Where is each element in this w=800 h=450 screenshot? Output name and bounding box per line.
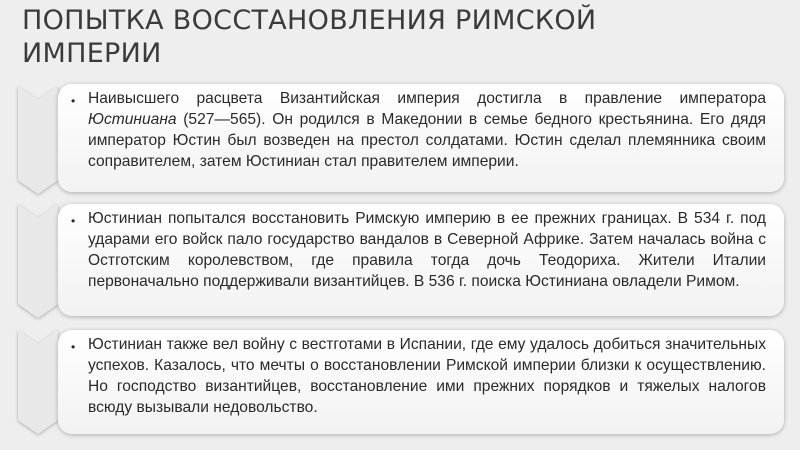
chevron-step-1 [18, 86, 58, 194]
bullet-marker: • [71, 94, 76, 108]
card-2-text: Юстиниан попытался восстановить Римскую империю в ее прежних границах. В 534 г. под ударами его войск пало государство вандалов в Северной Африке. Затем началась война с Остготским королевством, где правила тогда дочь Теодориха. Жители Италии первоначально поддерживали византийцев. В 536 г. поиска Юстиниана овладели Римом. [88, 210, 766, 290]
content-card-1 [58, 84, 784, 192]
content-card-2 [58, 204, 784, 316]
card-1-text [88, 88, 766, 172]
bullet-marker: • [71, 340, 76, 354]
card-1-text-start: Наивысшего расцвета Византийская империя достигла в правление императора [88, 90, 766, 107]
content-card-3 [58, 330, 784, 434]
bullet-marker: • [71, 214, 76, 228]
card-1-emphasis: Юстиниана [88, 111, 177, 128]
card-1-text-end: (527—565). Он родился в Македонии в семье бедного крестьянина. Его дядя император Юстин был возведен на престол солдатами. Юстин сделал племянника своим соправителем, затем Юстиниан стал правителем империи. [88, 111, 766, 170]
chevron-step-2 [18, 204, 58, 318]
card-3-text: Юстиниан также вел войну с вестготами в Испании, где ему удалось добиться значительных успехов. Казалось, что мечты о восстановлении Римской империи близки к осуществлению. Но господство византийцев, восстановление ими прежних порядков и тяжелых налогов всюду вызывали недовольство. [88, 336, 766, 416]
chevron-step-3 [18, 330, 58, 434]
slide-title: ПОПЫТКА ВОССТАНОВЛЕНИЯ РИМСКОЙ ИМПЕРИИ [22, 5, 597, 69]
